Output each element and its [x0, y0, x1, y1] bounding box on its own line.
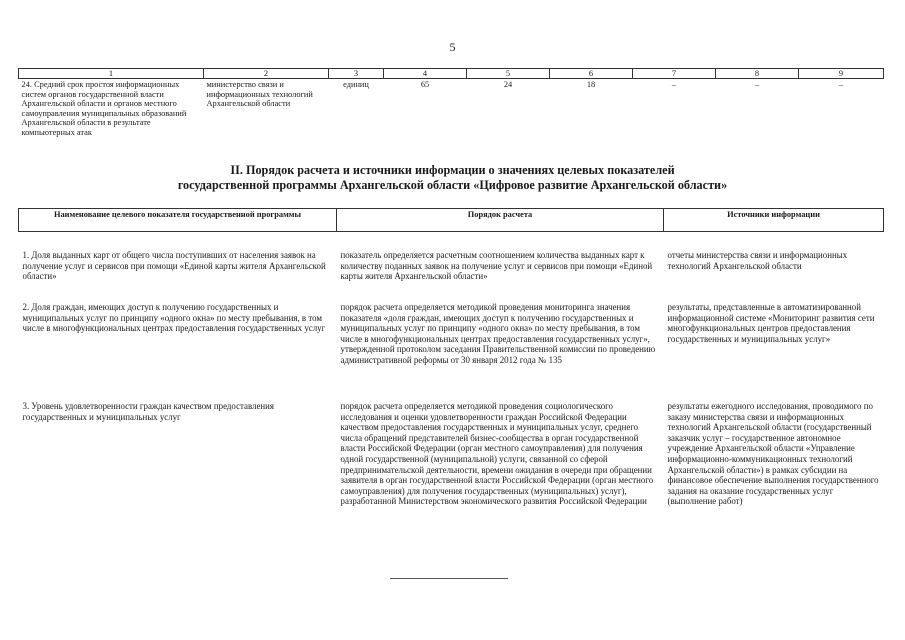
indicator-name: 1. Доля выданных карт от общего числа поступивших от населения заявок на получение услуг и сервисов при помощи «Единой карты жителя Архангельской области» — [22, 250, 326, 282]
indicator-values-table — [18, 68, 884, 138]
page-number: 5 — [449, 40, 456, 54]
section-title-line: государственной программы Архангельской области «Цифровое развитие Архангельской области» — [177, 178, 728, 192]
column-number: 3 — [329, 69, 384, 79]
indicator-name: 24. Средний срок простоя информационных систем органов государственной власти Архангельской области и органов местного самоуправления муниципальных образований Архангельской области в результате компьютерных атак — [21, 80, 187, 137]
indicator-name: 2. Доля граждан, имеющих доступ к получению государственных и муниципальных услуг по принципу «одного окна» по месту пребывания, в том числе в многофункциональных центрах предоставления государственных услуг — [22, 302, 326, 334]
table-row — [19, 296, 884, 397]
value-cell: – — [838, 80, 844, 89]
column-number: 8 — [716, 69, 799, 79]
column-number: 6 — [550, 69, 633, 79]
section-title — [0, 163, 905, 193]
column-number: 1 — [19, 69, 204, 79]
section-title-line: II. Порядок расчета и источники информации о значениях целевых показателей — [230, 163, 675, 177]
value-cell: 65 — [420, 80, 430, 89]
table-row — [19, 79, 884, 138]
column-number: 9 — [799, 69, 884, 79]
calculation-method: порядок расчета определяется методикой проведения мониторинга значения показателя «доля граждан, имеющих доступ к получению государственных и муниципальных услуг по принципу «одного окна» по месту пребывания, в том числе в многофункциональных центрах предоставления государственных услуг», утвержденной протоколом заседания Правительственной комиссии по проведению административной реформы от 30 января 2012 года № 135 — [340, 302, 656, 365]
column-number: 2 — [204, 69, 329, 79]
column-number: 7 — [633, 69, 716, 79]
column-number: 5 — [467, 69, 550, 79]
table-row — [19, 232, 884, 297]
header-indicator-name: Наименование целевого показателя государственной программы — [19, 209, 337, 232]
table-row — [19, 397, 884, 507]
information-source: результаты ежегодного исследования, проводимого по заказу министерства связи и информационных технологий Архангельской области (государственный заказчик услуг – государственное автономное учреждение Архангельской области «Управление информационно-коммуникационных технологий Архангельской области») в рамках субсидии на финансовое обеспечение выполнения государственного задания на оказание государственных услуг (выполнение работ) — [667, 401, 879, 507]
header-information-source: Источники информации — [664, 209, 884, 232]
value-cell: – — [671, 80, 677, 89]
column-number: 4 — [384, 69, 467, 79]
value-cell: 24 — [503, 80, 513, 89]
indicator-name: 3. Уровень удовлетворенности граждан качеством предоставления государственных и муниципальных услуг — [22, 401, 274, 422]
calculation-methods-table — [18, 208, 884, 507]
responsible-executor: министерство связи и информационных технологий Архангельской области — [206, 80, 313, 109]
information-source: результаты, представленные в автоматизированной информационной системе «Мониторинг развития сети многофункциональных центров предоставления государственных и муниципальных услуг» — [667, 302, 875, 344]
calculation-method: показатель определяется расчетным соотношением количества выданных карт к количеству поданных заявок на получение услуг и сервисов при помощи «Единой карты жителя Архангельской области» — [340, 250, 653, 282]
column-numbers-row — [19, 69, 884, 79]
footnote-separator — [390, 578, 508, 579]
information-source: отчеты министерства связи и информационных технологий Архангельской области — [667, 250, 848, 271]
value-cell: – — [754, 80, 760, 89]
unit-of-measure: единиц — [343, 80, 369, 89]
value-cell: 18 — [586, 80, 596, 89]
calculation-method: порядок расчета определяется методикой проведения социологического исследования и оценки удовлетворенности граждан Российской Федерации качеством предоставления государственных и муниципальных услуг, среднего числа обращений представителей бизнес-сообщества в орган государственной власти Российской Федерации (орган местного самоуправления) для получения одной государственной (муниципальной) услуги, связанной со сферой предпринимательской деятельности, времени ожидания в очереди при обращении заявителя в орган государственной власти Российской Федерации (орган местного самоуправления) для получения государственных (муниципальных) услуг), разработанной Министерством экономического развития Российской Федерации — [340, 401, 654, 507]
header-row — [19, 209, 884, 232]
header-calculation-method: Порядок расчета — [337, 209, 664, 232]
